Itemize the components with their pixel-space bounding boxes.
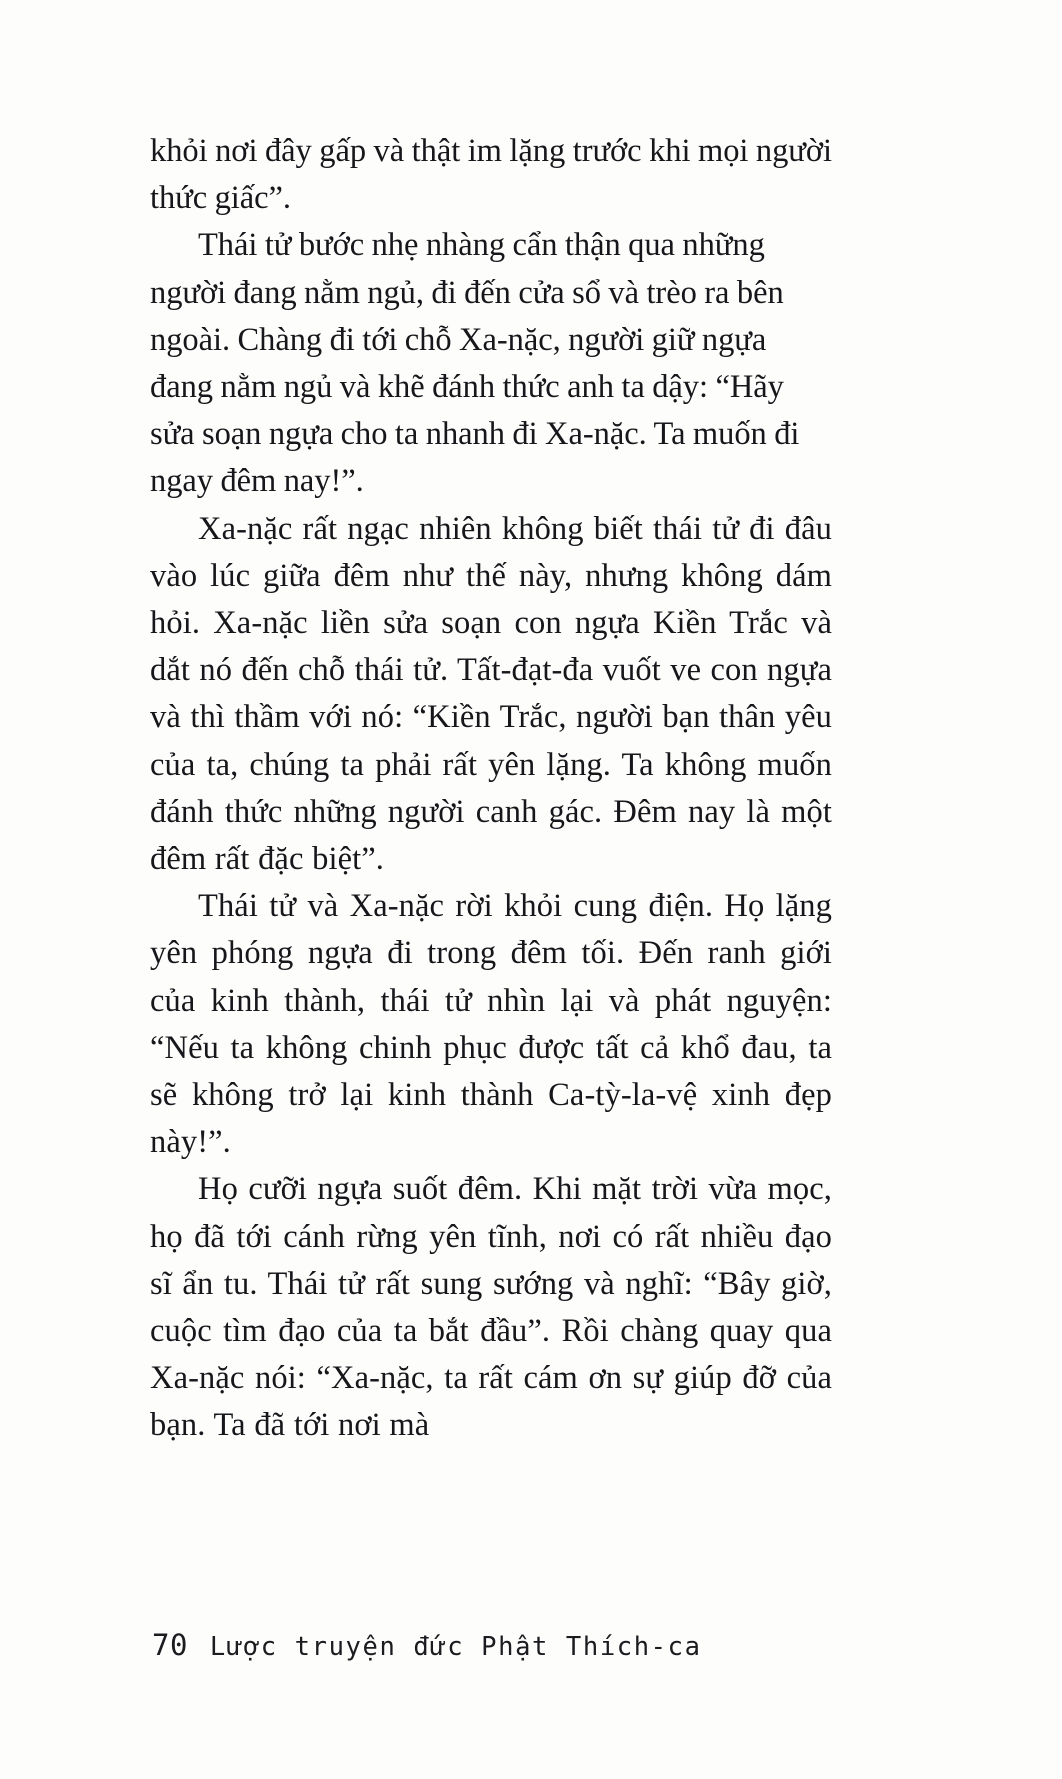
paragraph-5: Họ cưỡi ngựa suốt đêm. Khi mặt trời vừa mọc, họ đã tới cánh rừng yên tĩnh, nơi có rất nhiều đạo sĩ ẩn tu. Thái tử rất sung sướng và nghĩ: “Bây giờ, cuộc tìm đạo của ta bắt đầu”. Rồi chàng quay qua Xa-nặc nói: “Xa-nặc, ta rất cám ơn sự giúp đỡ của bạn. Ta đã tới nơi mà <box>150 1171 832 1444</box>
page-number: 70 <box>152 1628 188 1662</box>
paragraph-4: Thái tử và Xa-nặc rời khỏi cung điện. Họ lặng yên phóng ngựa đi trong đêm tối. Đến ranh giới của kinh thành, thái tử nhìn lại và phát nguyện: “Nếu ta không chinh phục được tất cả khổ đau, ta sẽ không trở lại kinh thành Ca-tỳ-la-vệ xinh đẹp này!”. <box>150 888 832 1161</box>
paragraph-2: Thái tử bước nhẹ nhàng cẩn thận qua những người đang nằm ngủ, đi đến cửa sổ và trèo ra bên ngoài. Chàng đi tới chỗ Xa-nặc, người giữ ngựa đang nằm ngủ và khẽ đánh thức anh ta dậy: “Hãy sửa soạn ngựa cho ta nhanh đi Xa-nặc. Ta muốn đi ngay đêm nay!”. <box>150 227 800 500</box>
paragraph-3: Xa-nặc rất ngạc nhiên không biết thái tử đi đâu vào lúc giữa đêm như thế này, nhưng không dám hỏi. Xa-nặc liền sửa soạn con ngựa Kiền Trắc và dắt nó đến chỗ thái tử. Tất-đạt-đa vuốt ve con ngựa và thì thầm với nó: “Kiền Trắc, người bạn thân yêu của ta, chúng ta phải rất yên lặng. Ta không muốn đánh thức những người canh gác. Đêm nay là một đêm rất đặc biệt”. <box>150 510 832 878</box>
page-text-block <box>150 128 832 1450</box>
paragraph-1: khỏi nơi đây gấp và thật im lặng trước khi mọi người thức giấc”. <box>150 133 832 217</box>
running-title: Lược truyện đức Phật Thích-ca <box>209 1632 702 1662</box>
page-footer <box>152 1628 702 1662</box>
